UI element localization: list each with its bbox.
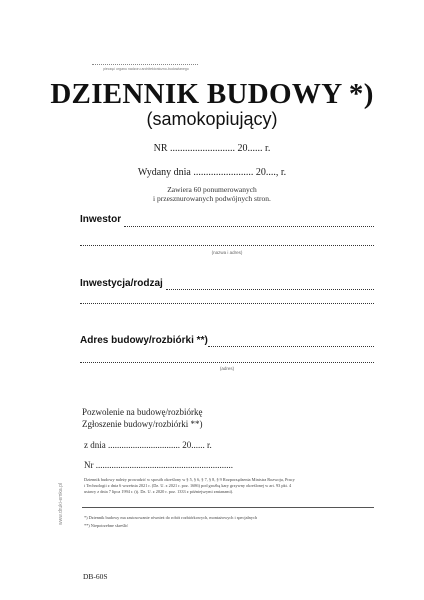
legal-note-line-1: Dziennik budowy należy prowadzić w sposób określony w § 5, § 6, § 7, § 8, § 9 Rozporządzenia Ministra Rozwoju, Pracy: [84, 477, 295, 482]
issued-date-line: Wydany dnia ........................ 20...., r.: [137, 167, 287, 178]
construction-notice-line: Zgłoszenie budowy/rozbiórki **): [82, 419, 203, 429]
permit-number-line[interactable]: Nr .............................................................: [84, 460, 233, 470]
publisher-url: www.druki-emka.pl: [58, 483, 64, 525]
page-count-line-1: Zawiera 60 ponumerowanych: [167, 185, 257, 194]
investment-label: Inwestycja/rodzaj: [80, 278, 163, 289]
investment-field-line-2[interactable]: [80, 303, 374, 304]
legal-note-line-2: i Technologii z dnia 6 września 2021 r. (Dz. U. z 2021 r. poz. 1686) pod groźbą kary grzywny określonej w art. 93 pkt. 4: [84, 483, 292, 488]
investor-field-line-1[interactable]: [124, 226, 374, 227]
footnote-separator: [82, 507, 374, 508]
stamp-line: [92, 64, 198, 65]
address-field-line-1[interactable]: [208, 346, 374, 347]
address-label: Adres budowy/rozbiórki **): [80, 335, 208, 346]
investor-caption: (nazwa i adres): [211, 250, 243, 255]
footnote-1: *) Dziennik budowy ma zastosowanie również do robót rozbiórkowych, montażowych i specjalnych: [84, 515, 258, 520]
form-code: DB-60S: [83, 572, 108, 581]
document-subtitle: (samokopiujący): [146, 109, 278, 129]
stamp-caption: pieczęć organu nadzoru architektoniczno-budowlanego: [103, 67, 189, 71]
investment-field-line-1[interactable]: [166, 289, 374, 290]
address-field-line-2[interactable]: [80, 362, 374, 363]
address-caption: (adres): [219, 366, 235, 371]
investor-label: Inwestor: [80, 214, 122, 225]
document-title: DZIENNIK BUDOWY *): [50, 78, 374, 110]
investor-field-line-2[interactable]: [80, 245, 374, 246]
building-permit-line: Pozwolenie na budowę/rozbiórkę: [82, 407, 203, 417]
footnote-2: **) Niepotrzebne skreślić: [84, 523, 129, 528]
permit-date-line[interactable]: z dnia ................................ 20...... r.: [84, 440, 212, 450]
page-count-line-2: i przesznurowanych podwójnych stron.: [153, 194, 271, 203]
register-number-line: NR .......................... 20...... r.: [153, 143, 271, 154]
legal-note-line-3: ustawy z dnia 7 lipca 1994 r. (tj. Dz. U. z 2020 r. poz. 1333 z późniejszymi zmianami).: [84, 489, 234, 494]
